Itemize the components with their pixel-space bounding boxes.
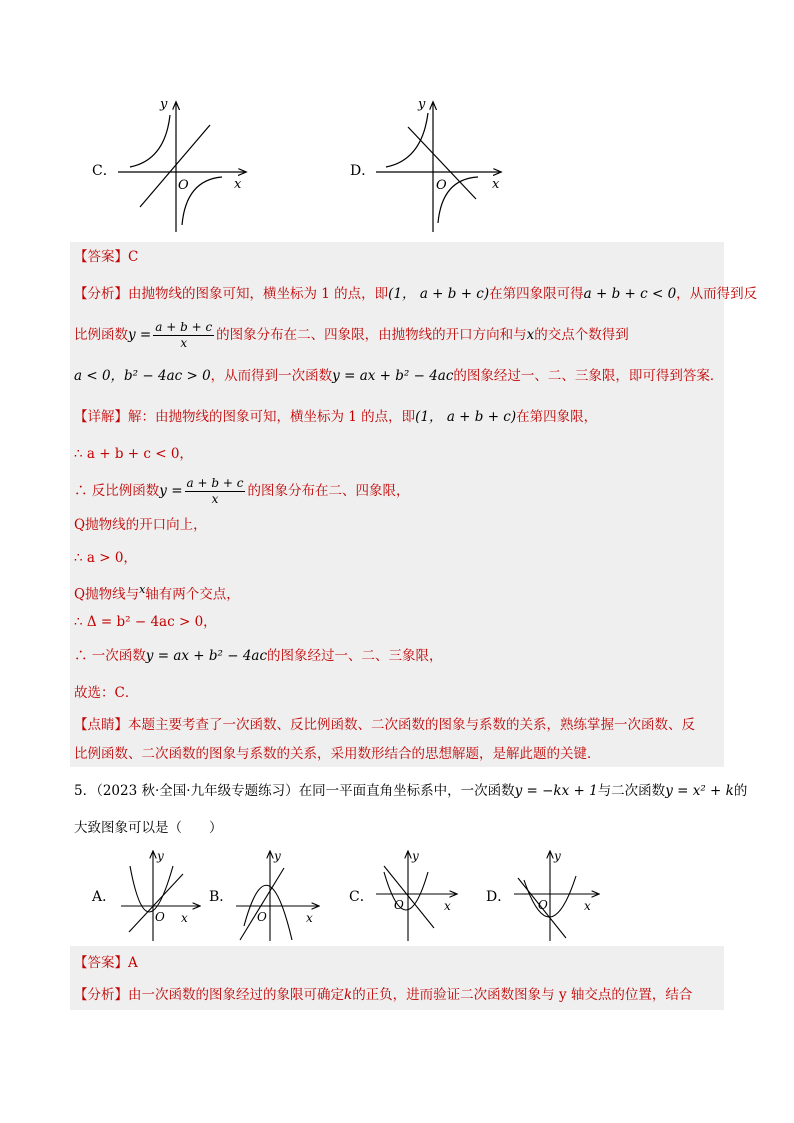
- x-label: x: [492, 177, 500, 192]
- fraction: $\frac{a + b + c}{x}$: [155, 320, 213, 350]
- q4-comment-line-1: 【点睛】本题主要考查了一次函数、反比例函数、二次函数的图象与系数的关系，熟练掌握一次函数、反: [74, 717, 695, 733]
- graph-option-d: [370, 95, 510, 235]
- svg-text:x: x: [306, 911, 313, 925]
- option-d-label: D．: [350, 163, 376, 179]
- q5-option-c-label: C．: [349, 889, 374, 905]
- q5-analysis-line-1: 【分析】由一次函数的图象经过的象限可确定k的正负，进而验证二次函数图象与 y 轴交点的位置，结合: [74, 987, 693, 1003]
- y-label: y: [418, 97, 426, 112]
- svg-text:y: y: [412, 849, 419, 863]
- q4-comment-line-2: 比例函数、二次函数的图象与系数的关系，采用数形结合的思想解题，是解此题的关键．: [74, 746, 601, 762]
- svg-text:y: y: [157, 849, 164, 863]
- svg-text:O: O: [257, 910, 267, 924]
- q4-detail-line-5: ∴ a > 0，: [74, 550, 137, 566]
- q5-graph-a: [115, 848, 205, 943]
- graph-option-c: [110, 95, 255, 235]
- x-label: x: [234, 177, 242, 192]
- q4-detail-line-3: ∴ 反比例函数y = $\frac{a + b + c}{x}$ 的图象分布在二、四象限，: [74, 476, 410, 506]
- q5-option-a-label: A．: [92, 889, 117, 905]
- svg-text:x: x: [444, 899, 451, 913]
- q5-stem-line-2: 大致图象可以是（ ）: [74, 820, 223, 836]
- svg-text:O: O: [394, 898, 404, 912]
- q4-answer: 【答案】C: [74, 249, 139, 265]
- svg-text:y: y: [554, 849, 561, 863]
- q4-analysis-line-2: 比例函数y = $\frac{a + b + c}{x}$ 的图象分布在二、四象限，由抛物线的开口方向和与x的交点个数得到: [74, 320, 629, 350]
- q5-graph-d: [510, 848, 605, 943]
- svg-text:x: x: [181, 911, 188, 925]
- q5-answer: 【答案】A: [74, 955, 138, 971]
- linear-function-line: [140, 125, 210, 207]
- origin-label: O: [436, 178, 447, 193]
- linear-function-line: [240, 868, 284, 940]
- svg-text:y: y: [274, 849, 281, 863]
- y-label: y: [160, 97, 168, 112]
- hyperbola-branch-2: [130, 115, 170, 167]
- q4-detail-line-9: 故选：C．: [74, 685, 139, 701]
- fraction: $\frac{a + b + c}{x}$: [186, 476, 244, 506]
- svg-text:O: O: [538, 898, 548, 912]
- svg-text:x: x: [584, 899, 591, 913]
- q5-option-d-label: D．: [486, 889, 512, 905]
- origin-label: O: [178, 178, 189, 193]
- parabola: [130, 866, 173, 912]
- option-c-label: C．: [92, 163, 117, 179]
- q4-detail-line-6: Q抛物线与$^x$轴有两个交点，: [74, 583, 240, 603]
- q5-option-b-label: B．: [209, 889, 234, 905]
- q4-detail-line-7: ∴ Δ = b² − 4ac > 0，: [74, 614, 217, 630]
- q4-analysis-line-3: a < 0，b² − 4ac > 0，从而得到一次函数y = ax + b² − 4ac的图象经过一、二、三象限，即可得到答案．: [74, 368, 724, 384]
- parabola: [384, 872, 428, 910]
- q4-detail-line-8: ∴ 一次函数y = ax + b² − 4ac的图象经过一、二、三象限，: [74, 648, 443, 664]
- hyperbola-branch-2: [386, 113, 428, 167]
- q5-graph-b: [230, 848, 325, 943]
- q4-analysis-line-1: 【分析】由抛物线的图象可知，横坐标为 1 的点，即(1， a + b + c)在第四象限可得a + b + c < 0，从而得到反: [74, 286, 758, 302]
- q4-detail-line-4: Q抛物线的开口向上，: [74, 517, 207, 533]
- q4-detail-line-1: 【详解】解：由抛物线的图象可知，横坐标为 1 的点，即(1， a + b + c)在第四象限，: [74, 409, 598, 425]
- q4-detail-line-2: ∴ a + b + c < 0，: [74, 446, 193, 462]
- svg-text:O: O: [155, 910, 165, 924]
- q5-stem-line-1: 5．（2023 秋·全国·九年级专题练习）在同一平面直角坐标系中，一次函数y = −kx + 1与二次函数y = x² + k的: [74, 783, 748, 799]
- q5-graph-c: [372, 848, 462, 943]
